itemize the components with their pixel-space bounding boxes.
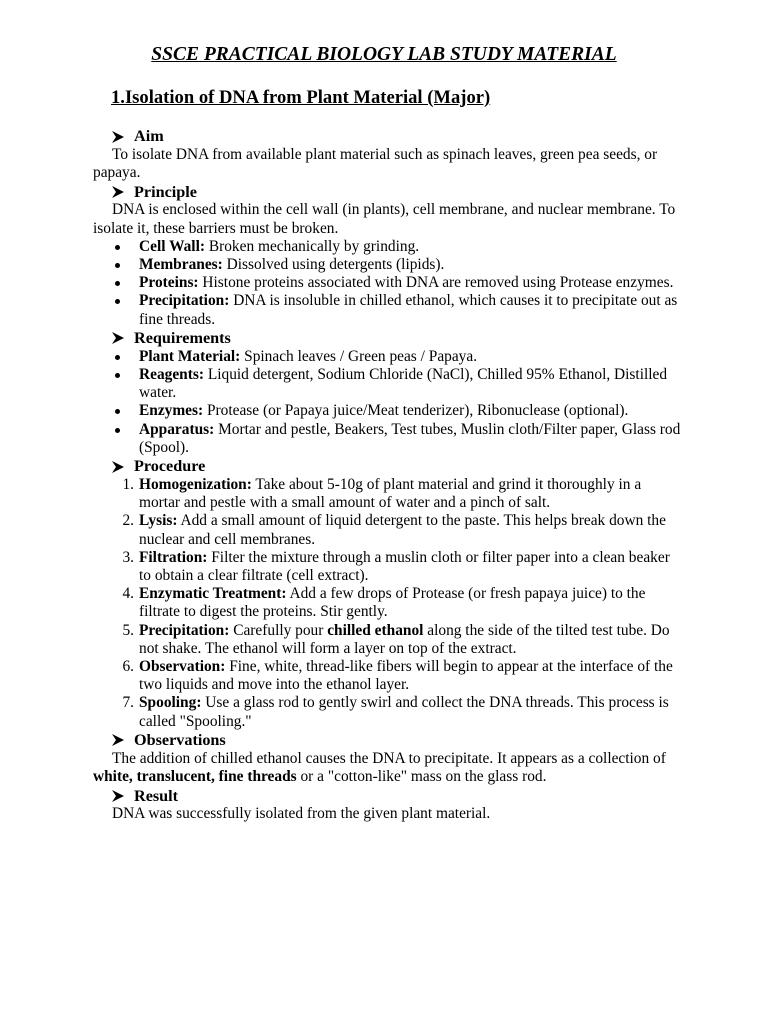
observations-heading [111,731,683,750]
procedure-steps [93,476,683,731]
item-term: Enzymes: [139,402,204,420]
step-number: 2. [122,512,134,530]
procedure-step [93,622,683,658]
principle-list [93,238,683,329]
step-number: 4. [122,585,134,603]
bullet-dot [115,263,120,268]
procedure-step [93,512,683,548]
step-number: 1. [122,476,134,494]
step-text: Fine, white, thread-like fibers will begin to appear at the interface of the two liquids and move into the ethanol layer. [139,658,673,694]
observations-emphasis: white, translucent, fine threads [93,768,297,786]
procedure-step [93,476,683,512]
item-text: Dissolved using detergents (lipids). [222,256,445,274]
procedure-step [93,585,683,621]
step-number: 7. [122,694,134,712]
observations-text [93,750,683,786]
aim-heading-label: Aim [134,127,164,146]
bullet-dot [115,409,120,414]
arrow-bullet-icon [111,130,125,144]
list-item [93,421,683,457]
item-text: Mortar and pestle, Beakers, Test tubes, Muslin cloth/Filter paper, Glass rod (Spool). [139,420,681,456]
list-item [93,274,683,292]
item-text: Broken mechanically by grinding. [204,237,420,255]
bullet-dot [115,245,120,250]
step-term: Observation: [139,658,226,676]
bullet-dot [115,355,120,360]
item-term: Cell Wall: [139,237,205,255]
step-text: along the side of the tilted test tube. Do not shake. The ethanol will form a layer on top of the extract. [139,621,670,657]
requirements-heading-label: Requirements [134,329,231,348]
item-text: DNA is insoluble in chilled ethanol, which causes it to precipitate out as fine threads. [139,292,678,328]
item-term: Reagents: [139,366,204,384]
list-item [93,366,683,402]
item-text: Spinach leaves / Green peas / Papaya. [240,347,478,365]
step-term: Lysis: [139,512,178,530]
item-term: Membranes: [139,256,223,274]
principle-text: DNA is enclosed within the cell wall (in plants), cell membrane, and nuclear membrane. To isolate it, these barriers must be broken. [93,201,676,237]
item-term: Proteins: [139,274,199,292]
step-term: Filtration: [139,548,208,566]
section-title: 1.Isolation of DNA from Plant Material (Major) [111,87,491,108]
result-heading [111,786,683,805]
document-body [93,127,683,824]
step-number: 3. [122,548,134,566]
arrow-bullet-icon [111,185,125,199]
item-term: Precipitation: [139,292,230,310]
step-number: 6. [122,658,134,676]
list-item [93,348,683,366]
list-item [93,256,683,274]
step-text: Add a few drops of Protease (or fresh papaya juice) to the filtrate to digest the proteins. Stir gently. [139,585,646,621]
step-text: Add a small amount of liquid detergent to the paste. This helps break down the nuclear and cell membranes. [139,512,666,548]
aim-heading [111,127,683,146]
list-item [93,402,683,420]
step-text: Take about 5-10g of plant material and grind it thoroughly in a mortar and pestle with a small amount of water and a pinch of salt. [139,476,642,512]
arrow-bullet-icon [111,789,125,803]
bullet-dot [115,299,120,304]
list-item [93,238,683,256]
observations-text-a: The addition of chilled ethanol causes the DNA to precipitate. It appears as a collection of [112,749,666,767]
step-term: Spooling: [139,694,202,712]
step-text: Filter the mixture through a muslin cloth or filter paper into a clean beaker to obtain a clear filtrate (cell extract). [139,548,670,585]
step-number: 5. [122,621,134,639]
item-text: Liquid detergent, Sodium Chloride (NaCl), Chilled 95% Ethanol, Distilled water. [139,366,668,402]
aim-text: To isolate DNA from available plant material such as spinach leaves, green pea seeds, or papaya. [93,146,658,182]
step-text: Carefully pour [229,621,328,639]
step-text: Use a glass rod to gently swirl and collect the DNA threads. This process is called "Spooling." [139,694,669,730]
requirements-list [93,348,683,457]
procedure-heading-label: Procedure [134,457,206,476]
document-title: SSCE PRACTICAL BIOLOGY LAB STUDY MATERIAL [151,44,617,65]
observations-heading-label: Observations [134,731,226,750]
arrow-bullet-icon [111,733,125,747]
result-text: DNA was successfully isolated from the given plant material. [112,805,491,823]
bullet-dot [115,428,120,433]
item-text: Histone proteins associated with DNA are removed using Protease enzymes. [198,274,674,292]
item-text: Protease (or Papaya juice/Meat tenderizer), Ribonuclease (optional). [203,402,629,420]
requirements-heading [111,329,683,348]
arrow-bullet-icon [111,331,125,345]
step-emphasis: chilled ethanol [327,621,424,639]
procedure-step [93,658,683,694]
result-heading-label: Result [134,786,179,805]
procedure-step [93,549,683,585]
procedure-step [93,694,683,730]
step-term: Enzymatic Treatment: [139,585,287,603]
step-term: Homogenization: [139,476,252,494]
bullet-dot [115,281,120,286]
bullet-dot [115,373,120,378]
item-term: Apparatus: [139,420,215,438]
step-term: Precipitation: [139,621,230,639]
principle-heading [111,182,683,201]
arrow-bullet-icon [111,460,125,474]
principle-heading-label: Principle [134,182,197,201]
procedure-heading [111,457,683,476]
list-item [93,292,683,328]
item-term: Plant Material: [139,347,241,365]
observations-text-b: or a "cotton-like" mass on the glass rod. [296,768,547,786]
